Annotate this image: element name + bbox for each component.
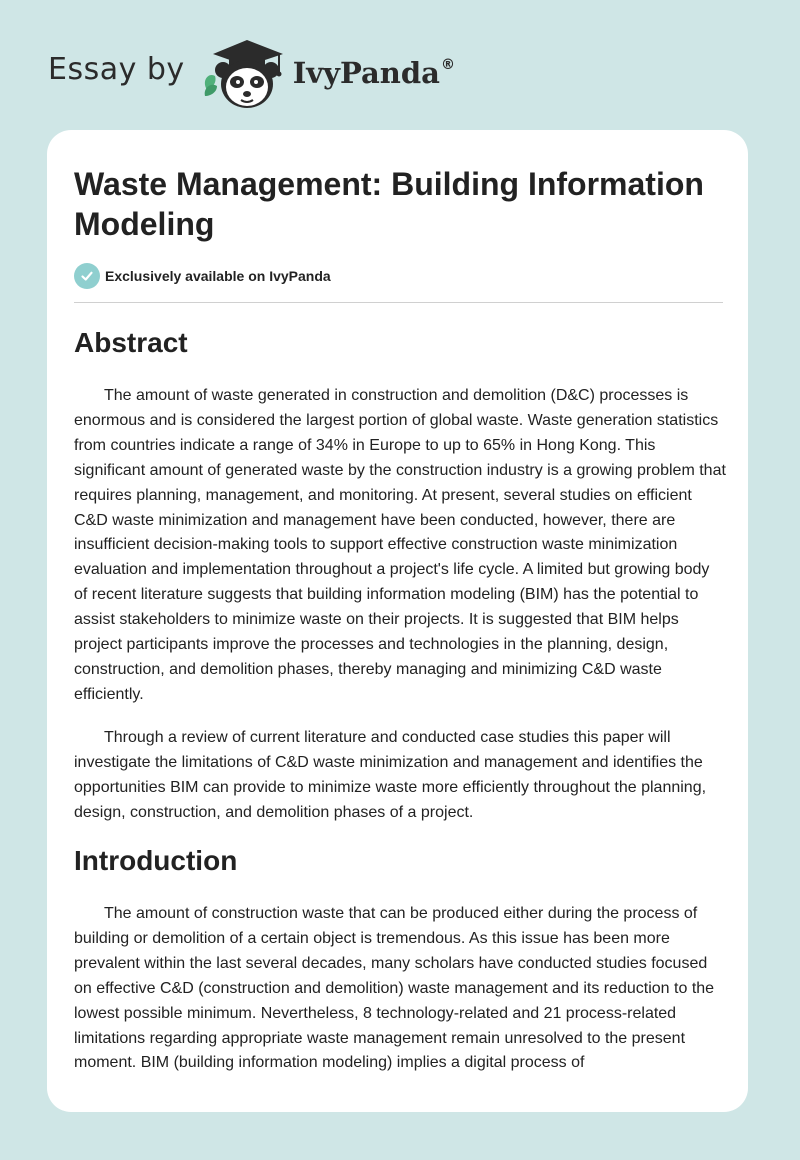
site-header [48, 32, 455, 112]
page-title: Waste Management: Building Information Modeling [74, 166, 704, 242]
exclusive-badge [74, 263, 331, 289]
abstract-paragraph-1: The amount of waste generated in construction and demolition (D&C) processes is enormous and is considered the largest portion of global waste. Waste generation statistics from countries indicate a range of 34% in Europe to up to 65% in Hong Kong. This significant amount of generated waste by the construction industry is a growing problem that requires planning, management, and monitoring. At present, several studies on efficient C&D waste minimization and management have been conducted, however, there are insufficient decision-making tools to support effective construction waste minimization evaluation and implementation throughout a project's life cycle. A limited but growing body of recent literature suggests that building information modeling (BIM) has the potential to assist stakeholders to minimize waste on their projects. It is suggested that BIM helps project participants improve the processes and technologies in the planning, design, construction, and demolition phases, thereby managing and minimizing C&D waste efficiently. [74, 387, 726, 703]
panda-graduate-icon[interactable] [199, 32, 287, 112]
check-icon [74, 263, 100, 289]
registered-mark: ® [440, 57, 455, 73]
abstract-paragraph-2: Through a review of current literature and conducted case studies this paper will investigate the limitations of C&D waste minimization and management and identifies the opportunities BIM can provide to minimize waste more efficiently throughout the planning, design, construction, and demolition phases of a project. [74, 729, 707, 821]
section-heading-introduction: Introduction [74, 845, 238, 876]
divider [74, 302, 723, 303]
essay-by-label: Essay by [48, 51, 185, 87]
introduction-paragraph-1: The amount of construction waste that can be produced either during the process of building or demolition of a certain object is tremendous. As this issue has been more prevalent within the last several decades, many scholars have conducted studies focused on effective C&D (construction and demolition) waste management and its reduction to the lowest possible minimum. Nevertheless, 8 technology-related and 21 process-related limitations regarding appropriate waste management remain unresolved to the present moment. BIM (building information modeling) implies a digital process of [74, 905, 715, 1072]
badge-label: Exclusively available on IvyPanda [105, 268, 331, 284]
brand-name[interactable]: IvyPanda® [292, 56, 455, 90]
section-heading-abstract: Abstract [74, 327, 188, 358]
essay-card [47, 130, 748, 1112]
